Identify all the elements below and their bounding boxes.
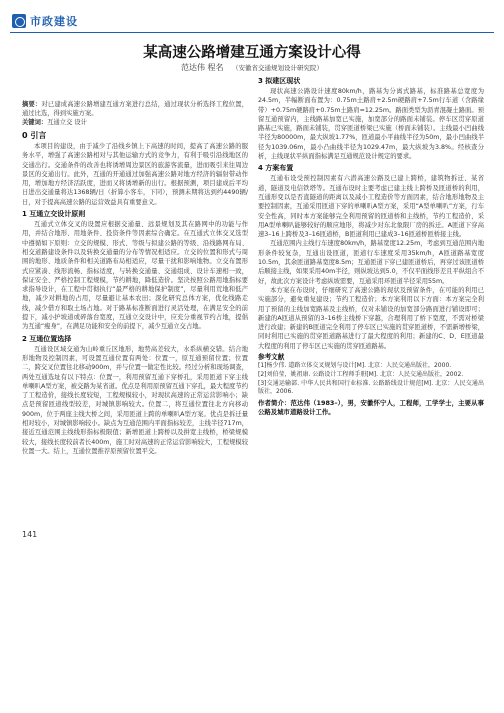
section-label: 市政建设 — [30, 15, 78, 28]
abstract — [22, 100, 248, 118]
page-number: 141 — [22, 530, 38, 539]
article-authors — [0, 62, 504, 73]
paragraph: 本方案在布设时，仔细研究了高速公路的现状及预留条件，在可能的利用已实施部分，避免重复建设；节约工程造价；本方案利用以下方面：本方案完全利用了预留的主线加宽路基及主线桥，仅对未铺设的加宽部分路面进行铺设即可；新建的A匝道从预留的3–16桥主线桥下穿越，合理利用了桥下宽度，不需对桥梁进行改建；新建的B匝道完全利用了停车区已实施的贯穿匝道桥，不需新增桥梁，同时利用已实施的贯穿匝道路基进行了最大程度的利用；新建的C、D、E匝道最大程度的利用了停车区已实施的贯穿匝道路基。 — [258, 286, 484, 350]
section-heading: 0 引言 — [22, 131, 47, 140]
paragraph: 现状高速公路设计速度80km/h，路基为分离式路基，标准路基总宽度为24.5m，半幅断面布置为：0.75m土路肩+2.5m硬路肩+7.5m行车道（含路缘带）+0.75m硬路肩+0.75m土路肩=12.25m。路面类型为沥青混凝土路面。预留互通预留内，主线路基加宽已实施，加宽部分的路面未铺装。停车区贯穿原道路基已实施，路面未铺装，贯穿匝道桥梁已实施（桥面未铺装）。主线最小凹曲线半径为80000m，最大纵坡1.77%，匝道最小平曲线半径为50m，最小凹曲线半径为1039.06m，最小凸曲线半径为1029.47m，最大纵坡为3.8%。经核查分析，主线现状平纵面指标满足互通规范设计规定的要求。 — [258, 88, 484, 161]
author-affiliation: （安徽省交通规划设计研究院） — [232, 64, 324, 72]
paragraph: 互通范围内主线行车速度80km/h，路基宽度12.25m，考虑到互通范围内地形条件较复杂，互通出设匝道，匝道行车速度采用35km/h，A匝道路基宽度10.5m，其余匝道路基宽度8.5m；互通匝道下穿已建匝道桥后，再穿过该匝道桥后顺接主线，如果采用40m半径，则纵坡达到5.0，不仅平面线形差且平纵组合不好，故此次方案设计考虑纵坡需要，互通采用环匝道半径采用55m。 — [258, 240, 484, 285]
journal-header — [10, 12, 494, 32]
left-column — [22, 100, 248, 456]
keywords-label: 关键词： — [22, 119, 48, 126]
paragraph: 互通设区域交通为山岭重丘区地形，地势高差较大，水系纵横交错。结合地形地物及控制因素，可设置互通位置有两处：位置一，原互通预留位置；位置二，跨交叉位置往北移动900m，并与位置一做定性比较。经过分析和现场调查，两处互通选址有以下特点：位置一，利用预留互通下穿桥孔，采用匝道下穿主线单喇叭A型方案，被交路为某省道。优点是利用原预留互通下穿孔，最大程度节约了工程造价，接线长度较短，工程规模较小，对现状高速的正常运营影响小；缺点是预留匝道线型较差，对城镇影响较大。位置二，将互通位置往北方向移动900m，位于两座主线大桥之间，采用匝道上跨的单喇叭A型方案。优点是拆迁量相对较小，对城镇影响较小。缺点为互通范围内平面指标较差，主线半径717m，接近互通范围主线线形指标极限值；新增匝道上跨桥以及拼宽主线桥，桥梁规模较大，接线长度较前者长400m，施工时对高速的正常运营影响较大，工程规模较位置一大。结上，互通位置推荐原预留位置平交。 — [22, 345, 248, 455]
keywords-text: 互通立交 设计 — [47, 119, 87, 126]
author-names: 范达伟 程名 — [180, 63, 224, 72]
author-bio: 作者简介：范达伟（1983–），男，安徽怀宁人，工程师，工学学士，主要从事公路及城市道路设计工作。 — [258, 399, 484, 417]
paragraph: 本项目的建设，由于减少了沿线乡镇上下高速的时间，提高了高速公路的服务水平，增强了高速公路相对与其他运输方式的竞争力，有利于吸引沿线地区的交通出行。交通条件的改善也将诱增周边景区的旅游客流量，进而吸引来往周边景区的交通出行。此外，互通的开通通过加强高速公路对地方经济的辐射带动作用，增加地方经济活跃度，进而又将诱增新的出行。根据预测，项目建成后平均日进出交通量将达1368辆/日（折算小客车，下同），预测未期将达到约4490辆/日，对于提高高速公路的运营效益具有重要意义。 — [22, 143, 248, 206]
section-heading: 2 互通位置选择 — [22, 334, 72, 343]
reference-item: [2]刘伯莹，姚祖康. 公路设计工程师手册[M]. 北京：人民交通出版社，2002. — [258, 371, 464, 379]
reference-item: [3]交通运输部. 中华人民共和国行业标准. 公路路线设计规范[M]. 北京：人民交通出版社，2006. — [258, 379, 484, 396]
paragraph: 互通布设受预控制因素有六潜高速公路及已建上跨桥，建筑物拆迁、某省道，隧道及电信铁塔等。互通布设时主要考虑已建主线上跨桥及匝道桥的利用，互通形变以是否直隧道的距离以及减小工程造价等方面因素，结合地形地物及主要控制因素，互通采用匝道下穿的单喇叭A型方案，采用“A型单喇叭”方案，行车安全性高，同时本方案能够完全利用预留的匝道桥和主线桥，节约工程造价，采用A型单喇叭能够较好的顺应地形，将减少对东北象限厂房的拆迁。A匝道下穿高速3–16上跨桥及3–16匝道桥，B匝道利用已建成3–16匝道桥匝桥接主线。 — [258, 175, 484, 239]
section-heading: 3 拟建区现状 — [258, 77, 301, 85]
section-icon — [12, 14, 26, 28]
keywords — [22, 118, 248, 127]
abstract-label: 摘要： — [22, 101, 42, 108]
reference-item: [1]杨少伟. 道路立体交叉规划与设计[M]. 北京：人民交通出版社，2000. — [258, 362, 452, 370]
article-title: 某高速公路增建互通方案设计心得 — [143, 44, 361, 61]
section-heading: 1 互通立交设计原则 — [22, 210, 86, 219]
header-rule — [10, 32, 494, 33]
right-column — [258, 74, 484, 417]
section-heading: 4 方案布置 — [258, 164, 294, 173]
abstract-text: 对已建成高速公路增建互通方案进行总结，通过现状分析选择工程位置，通过比选，得到实施方案。 — [22, 101, 249, 117]
references-heading: 参考文献 — [258, 353, 285, 362]
paragraph: 互通式立体交叉的设置应根据交通量、远景规划及其在路网中的功能与作用，并结合地形、用地条件、投资条件等因素综合确定。在互通式立体交叉选型中遵循如下原则：立交的规模、形式、等级与拟建公路的等级、沿线路网布局、相交道路建设条件以及转换交通量的分布等情况相适应。立交的位置和形式与周围的地形、地质条件和相关道路布局相适应，尽量干扰和影响地物。立交布置形式应紧凑、线形流畅、指标适度，与转换交通量、交通组成、设计车速相一致，保证安全、严格控制工程规模，节约耕地，降低造价。坚决按照公路用地指标要求指导设计，在工程中贯彻执行“最严格的耕地保护制度”，尽量利用荒地和低产地，减少对耕地的占用，尽量避让基本农田；深化研究总体方案，优化线路走线，减少借方和取土场占地。对于路基标准断面进行灵活处理，在满足安全的前提下，减小护坡道或碎落台宽度，互通立交设计中，应充分重视节约占地，提倡为互通“瘦身”，在满足功能和安全的前提下，减少互通立交占地。 — [22, 221, 248, 331]
